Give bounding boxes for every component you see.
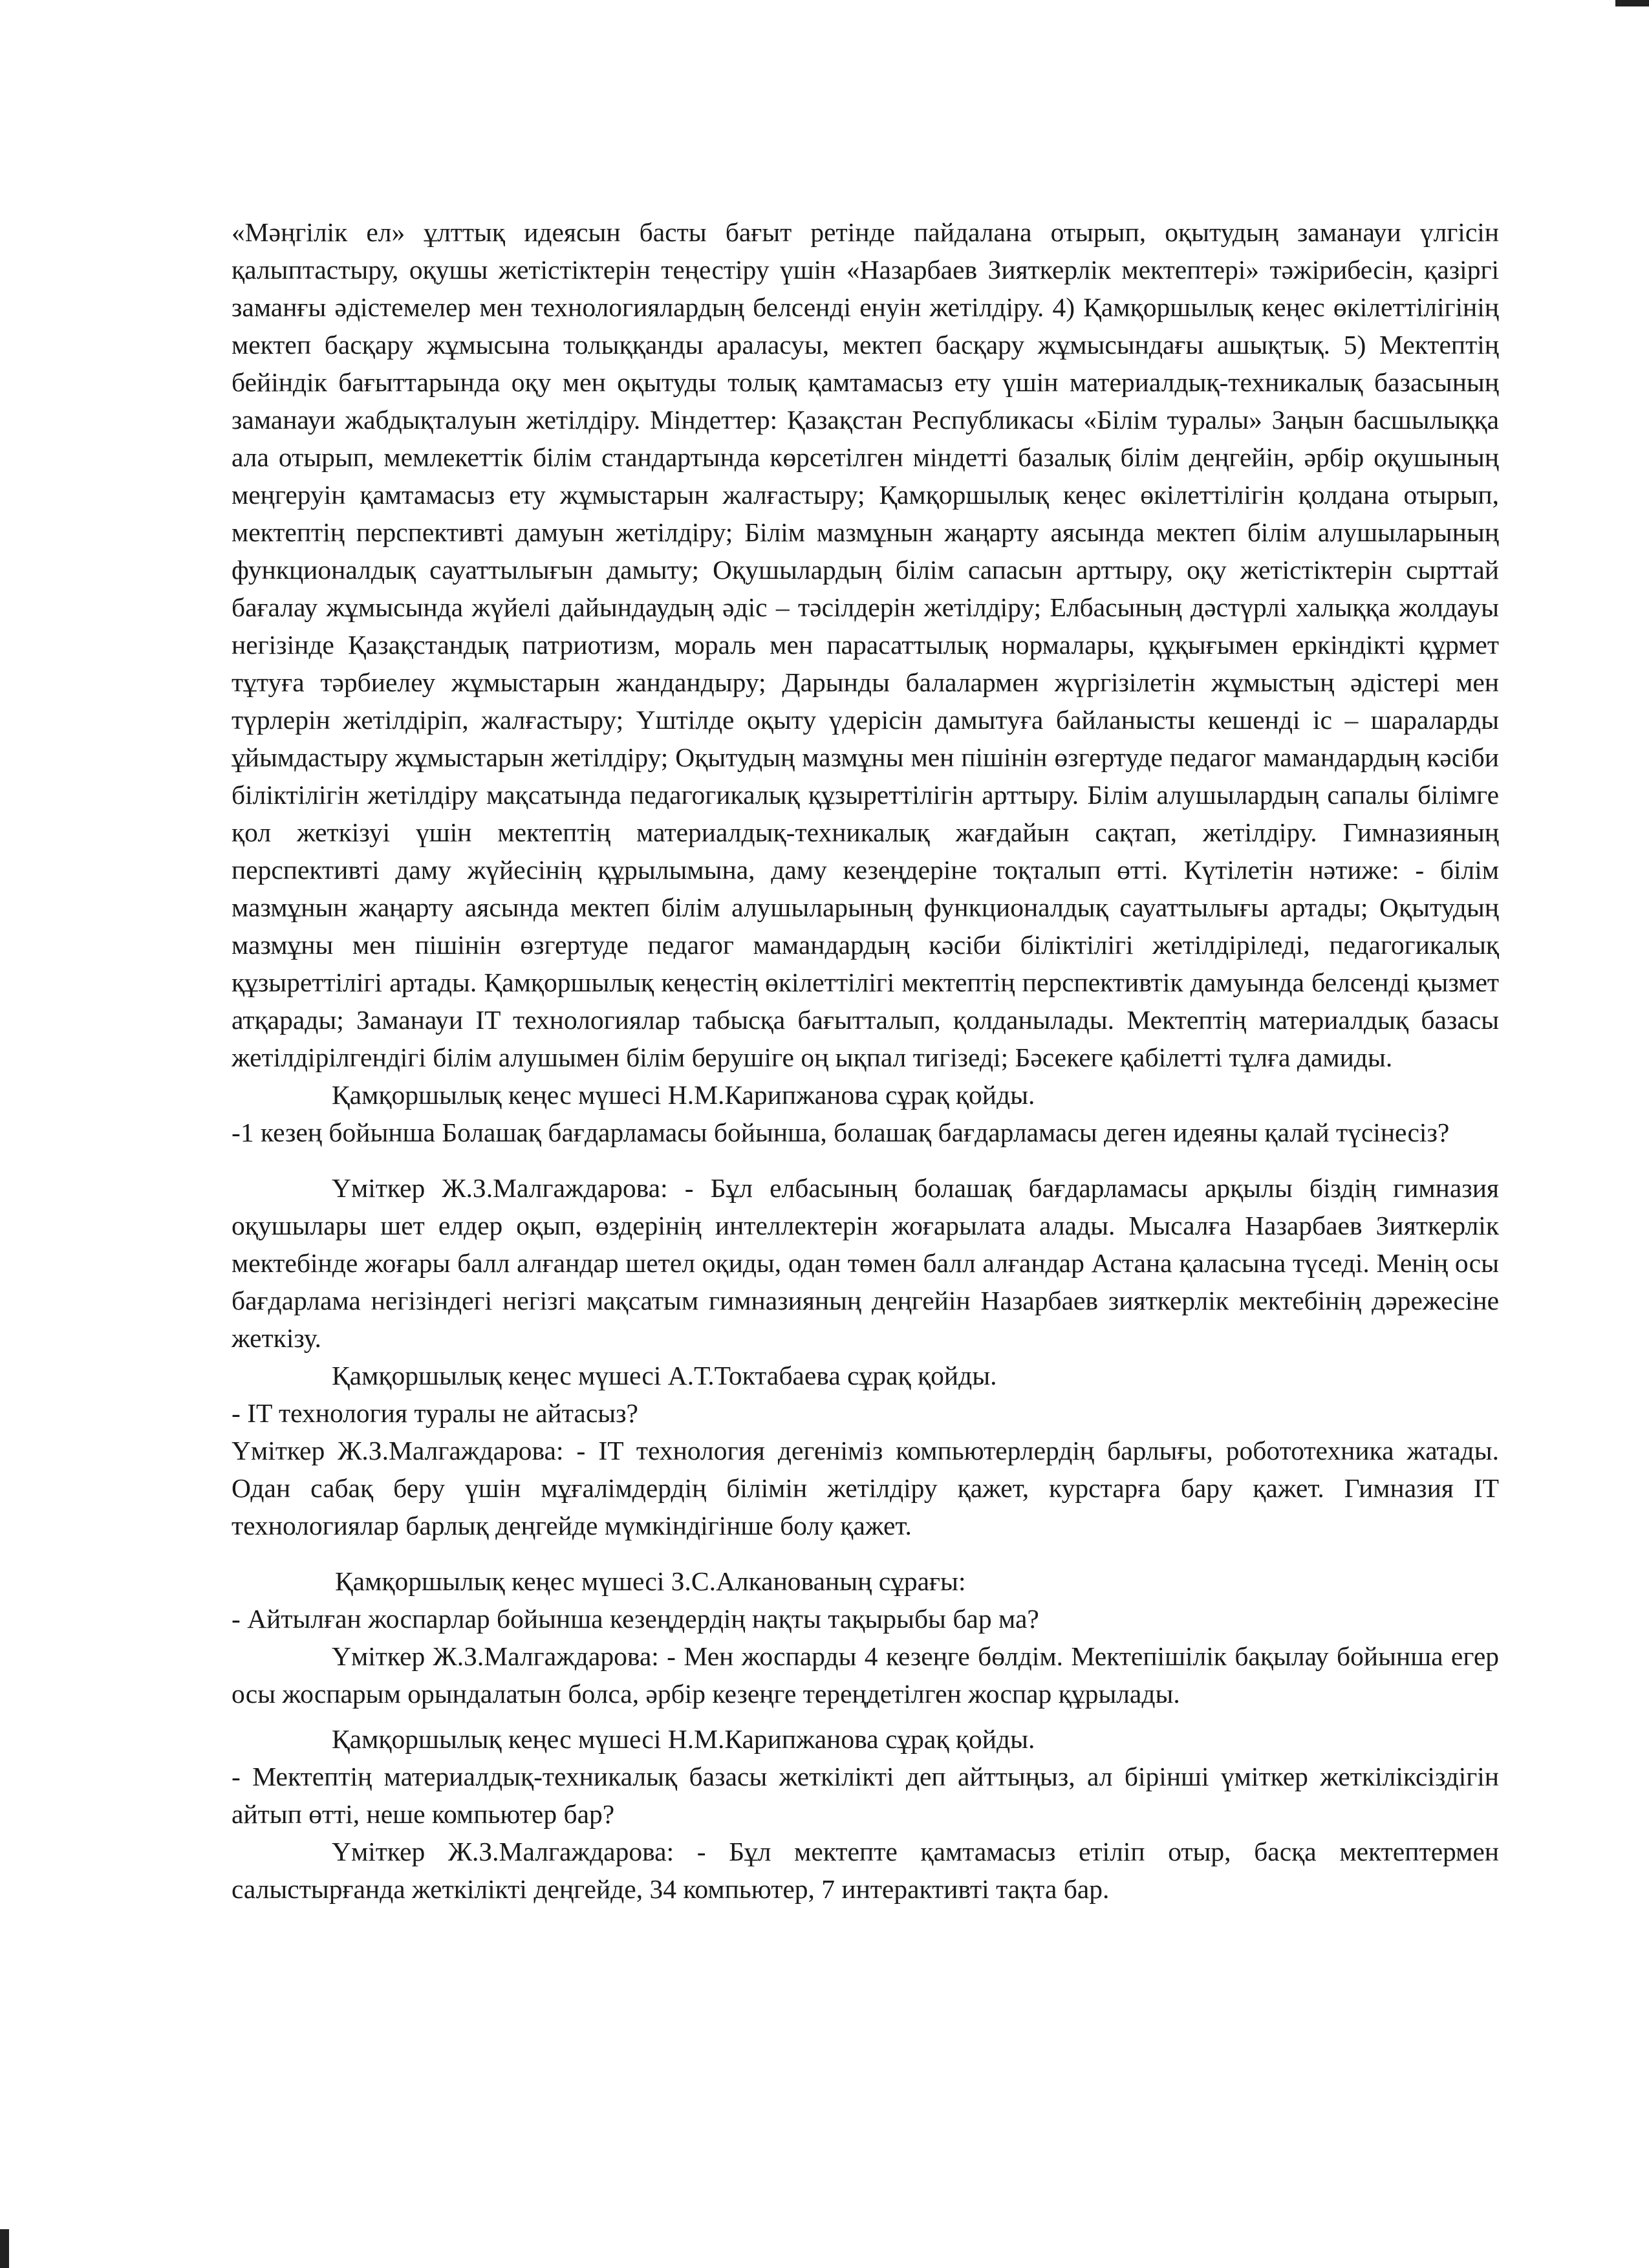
paragraph-question-bolashak: -1 кезең бойынша Болашақ бағдарламасы бойынша, болашақ бағдарламасы деген идеяны қалай түсінесіз? [232, 1118, 1450, 1147]
spacer [232, 1151, 1499, 1169]
scan-edge-mark-bottom [0, 2229, 9, 2268]
paragraph-answer-computers: Үміткер Ж.З.Малгаждарова: - Бұл мектепте қамтамасыз етіліп отыр, басқа мектептермен салыстырғанда жеткілікті деңгейде, 34 компьютер, 7 интерактивті тақта бар. [232, 1837, 1499, 1904]
paragraph-question-stages: - Айтылған жоспарлар бойынша кезеңдердің нақты тақырыбы бар ма? [232, 1604, 1039, 1634]
paragraph-answer-it: Үміткер Ж.З.Малгаждарова: - IT технология дегеніміз компьютерлердің барлығы, робототехника жатады. Одан сабақ беру үшін мұғалімдердің білімін жетілдіру қажет, курстарға бару қажет. Гимназия IT технологиялар барлық деңгейде мүмкіндігінше болу қажет. [232, 1436, 1499, 1540]
scan-edge-mark-top [1615, 0, 1649, 6]
paragraph-question-computers: - Мектептің материалдық-техникалық базасы жеткілікті деп айттыңыз, ал бірінші үміткер жеткіліксіздігін айтып өтті, неше компьютер бар? [232, 1762, 1499, 1829]
spacer [232, 1712, 1499, 1720]
paragraph-question-toktabaeva: Қамқоршылық кеңес мүшесі А.Т.Токтабаева сұрақ қойды. [332, 1361, 997, 1390]
paragraph-question-karipzhanova-2: Қамқоршылық кеңес мүшесі Н.М.Карипжанова сұрақ қойды. [332, 1724, 1035, 1754]
paragraph-answer-bolashak: Үміткер Ж.З.Малгаждарова: - Бұл елбасының болашақ бағдарламасы арқылы біздің гимназия оқушылары шет елдер оқып, өздерінің интеллектерін жоғарылата алады. Мысалға Назарбаев Зияткерлік мектебінде жоғары балл алғандар шетел оқиды, одан төмен балл алғандар Астана қаласына түседі. Менің осы бағдарлама негізіндегі негізгі мақсатым гимназияның деңгейін Назарбаев зияткерлік мектебінің дәрежесіне жеткізу. [232, 1173, 1499, 1353]
paragraph-answer-stages: Үміткер Ж.З.Малгаждарова: - Мен жоспарды 4 кезеңге бөлдім. Мектепішілік бақылау бойынша егер осы жоспарым орындалатын болса, әрбір кезеңге тереңдетілген жоспар құрылады. [232, 1641, 1499, 1709]
document-page [232, 213, 1499, 1908]
paragraph-question-it: - IT технология туралы не айтасыз? [232, 1398, 638, 1428]
paragraph-goals-tasks: «Мәңгілік ел» ұлттық идеясын басты бағыт ретінде пайдалана отырып, оқытудың заманауи үлгісін қалыптастыру, оқушы жетістіктерін теңестіру үшін «Назарбаев Зияткерлік мектептері» тәжірибесін, қазіргі заманғы әдістемелер мен технологиялардың белсенді енуін жетілдіру. 4) Қамқоршылық кеңес өкілеттілігінің мектеп басқару жұмысына толыққанды араласуы, мектеп басқару жұмысындағы ашықтық. 5) Мектептің бейіндік бағыттарында оқу мен оқытуды толық қамтамасыз ету үшін материалдық-техникалық базасының заманауи жабдықталуын жетілдіру. Міндеттер: Қазақстан Республикасы «Білім туралы» Заңын басшылыққа ала отырып, мемлекеттік білім стандартында көрсетілген міндетті базалық білім деңгейін, әрбір оқушының меңгеруін қамтамасыз ету жұмыстарын жалғастыру; Қамқоршылық кеңес өкілеттілігін қолдана отырып, мектептің перспективті дамуын жетілдіру; Білім мазмұнын жаңарту аясында мектеп білім алушыларының функционалдық сауаттылығын дамыту; Оқушылардың білім сапасын арттыру, оқу жетістіктерін сырттай бағалау жұмысында жүйелі дайындаудың әдіс – тәсілдерін жетілдіру; Елбасының дәстүрлі халыққа жолдауы негізінде Қазақстандық патриотизм, мораль мен парасаттылық нормалары, құқығымен еркіндікті құрмет тұтуға тәрбиелеу жұмыстарын жандандыру; Дарынды балалармен жүргізілетін жұмыстың әдістері мен түрлерін жетілдіріп, жалғастыру; Үштілде оқыту үдерісін дамытуға байланысты кешенді іс – шараларды ұйымдастыру жұмыстарын жетілдіру; Оқытудың мазмұны мен пішінін өзгертуде педагог мамандардың кәсіби біліктілігін жетілдіру мақсатында педагогикалық құзыреттілігін арттыру. Білім алушылардың сапалы білімге қол жеткізуі үшін мектептің материалдық-техникалық жағдайын сақтап, жетілдіру. Гимназияның перспективті даму жүйесінің құрылымына, даму кезеңдеріне тоқталып өтті. Күтілетін нәтиже: - білім мазмұнын жаңарту аясында мектеп білім алушыларының функционалдық сауаттылығы артады; Оқытудың мазмұны мен пішінін өзгертуде педагог мамандардың кәсіби біліктілігі жетілдіріледі, педагогикалық құзыреттілігі артады. Қамқоршылық кеңестің өкілеттілігі мектептің перспективтік дамуында белсенді қызмет атқарады; Заманауи IT технологиялар табысқа бағытталып, қолданылады. Мектептің материалдық базасы жетілдірілгендігі білім алушымен білім берушіге оң ықпал тигізеді; Бәсекеге қабілетті тұлға дамиды. [232, 217, 1499, 1072]
spacer [232, 1544, 1499, 1562]
paragraph-question-karipzhanova: Қамқоршылық кеңес мүшесі Н.М.Карипжанова сұрақ қойды. [332, 1080, 1035, 1110]
paragraph-question-alkanova: Қамқоршылық кеңес мүшесі З.С.Алканованың сұрағы: [335, 1566, 966, 1596]
